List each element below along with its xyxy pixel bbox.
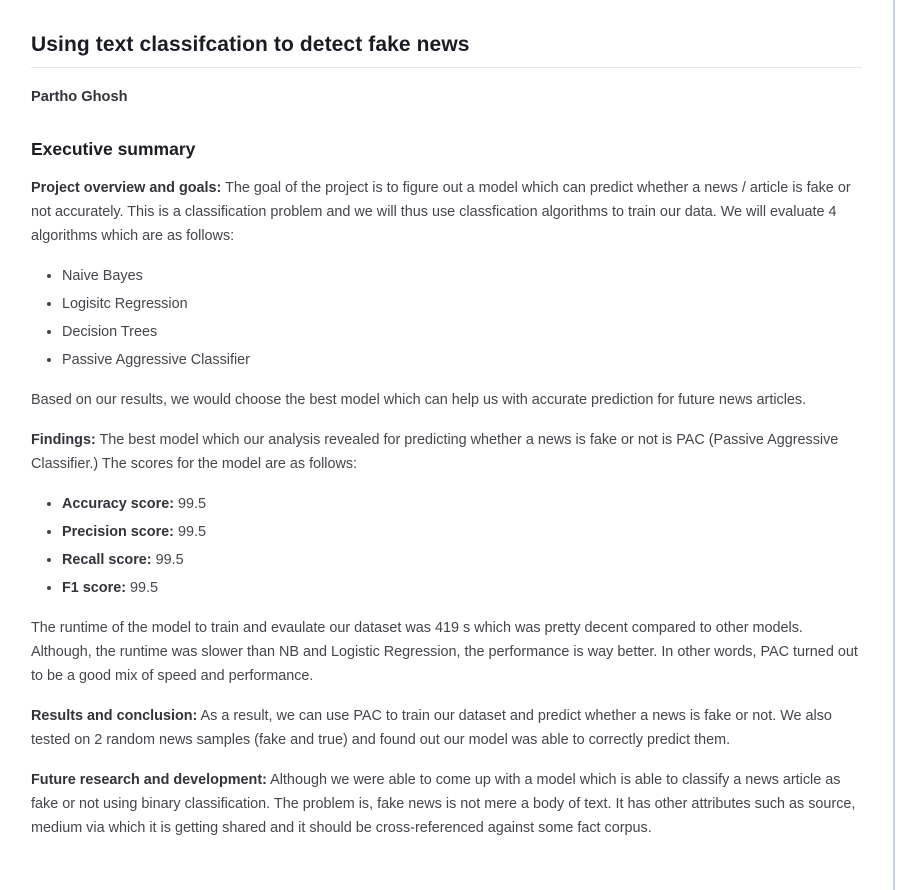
- algorithm-list: [31, 264, 862, 372]
- score-value: 99.5: [177, 524, 206, 540]
- section-heading-executive-summary: Executive summary: [31, 139, 196, 159]
- title-divider: [31, 67, 862, 68]
- score-value: 99.5: [130, 580, 159, 596]
- list-item: • Passive Aggressive Classifier: [62, 348, 862, 372]
- list-item: • Logisitc Regression: [62, 292, 862, 316]
- paragraph-findings: [31, 428, 862, 476]
- paragraph-text: Although we were able to come up with a model which is able to classify a news article as fake or not using binary classification. The problem is, fake news is not mere a body of text. It has other attributes such as source, medium via which it is getting shared and it should be cross-referenced against some fact corpus.: [31, 772, 856, 836]
- paragraph-results-conclusion: [31, 704, 862, 752]
- list-item: • Naive Bayes: [62, 264, 862, 288]
- score-value: 99.5: [178, 496, 207, 512]
- paragraph-text: As a result, we can use PAC to train our dataset and predict whether a news is fake or not. We also tested on 2 random news samples (fake and true) and found out our model was able to correctly predict them.: [31, 708, 832, 748]
- paragraph-lead-bold: Future research and development:: [31, 772, 267, 788]
- document-content: [31, 0, 862, 840]
- paragraph-lead-bold: Findings:: [31, 432, 96, 448]
- score-label: F1 score:: [62, 580, 126, 596]
- paragraph-lead-bold: Project overview and goals:: [31, 180, 222, 196]
- list-item: [62, 492, 862, 516]
- paragraph-based-on-results: Based on our results, we would choose the best model which can help us with accurate prediction for future news articles.: [31, 392, 807, 408]
- paragraph-text: The goal of the project is to figure out a model which can predict whether a news / article is fake or not accurately. This is a classification problem and we will thus use classfication algorithms to train our data. We will evaluate 4 algorithms which are as follows:: [31, 180, 851, 244]
- author-name: Partho Ghosh: [31, 89, 128, 105]
- score-label: Recall score:: [62, 552, 152, 568]
- list-item: [62, 548, 862, 572]
- page-title: Using text classifcation to detect fake news: [31, 33, 470, 56]
- score-label: Accuracy score:: [62, 496, 174, 512]
- paragraph-future-research: [31, 768, 862, 840]
- paragraph-text: The best model which our analysis revealed for predicting whether a news is fake or not is PAC (Passive Aggressive Classifier.) The scores for the model are as follows:: [31, 432, 839, 472]
- paragraph-runtime: The runtime of the model to train and evaulate our dataset was 419 s which was pretty decent compared to other models. Although, the runtime was slower than NB and Logistic Regression, the performance is way better. In other words, PAC turned out to be a good mix of speed and performance.: [31, 620, 858, 684]
- list-item: • Decision Trees: [62, 320, 862, 344]
- paragraph-project-overview: [31, 176, 862, 248]
- score-list: [31, 492, 862, 600]
- right-panel-border: [893, 0, 895, 890]
- paragraph-lead-bold: Results and conclusion:: [31, 708, 198, 724]
- list-item: [62, 576, 862, 600]
- score-value: 99.5: [155, 552, 184, 568]
- score-label: Precision score:: [62, 524, 174, 540]
- list-item: [62, 520, 862, 544]
